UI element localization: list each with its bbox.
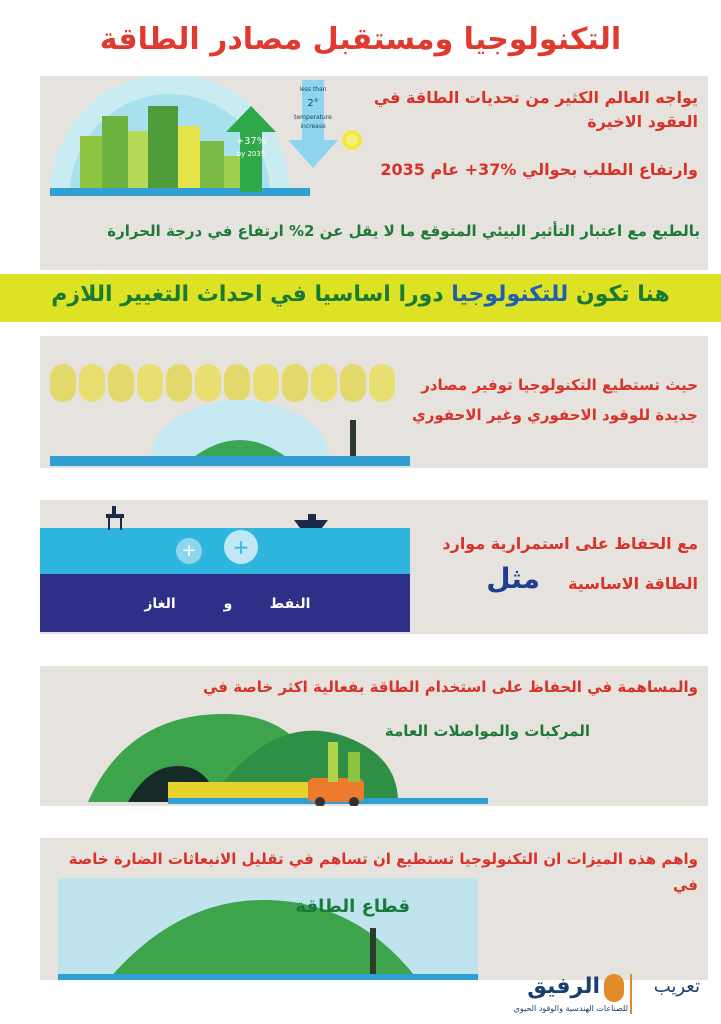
banner-prefix: هنا تكون: [575, 282, 670, 307]
banner-highlight: للتكنولوجيا: [451, 282, 569, 307]
demand-caption: by 2035: [236, 150, 266, 158]
footer: [480, 968, 720, 1024]
footer-divider: [630, 974, 632, 1014]
technology-banner: [0, 274, 721, 322]
demand-value: +37%: [235, 136, 267, 147]
battery-plus-icon: [311, 364, 337, 402]
efficiency-text: والمساهمة في الحفاظ على استخدام الطاقة بفعالية اكثر خاصة في: [202, 678, 698, 696]
gas-label: الغاز: [144, 596, 176, 612]
brand-name: الرفيق: [527, 974, 600, 999]
leaf-icon: [166, 364, 192, 402]
water-drop-icon: [282, 364, 308, 402]
banner-text: [0, 282, 721, 307]
flame-logo-icon: [604, 974, 624, 1002]
section-emissions: [40, 838, 708, 980]
atom-icon: [50, 364, 76, 402]
section-new-sources: [40, 336, 708, 468]
island-illustration: [50, 400, 410, 466]
new-sources-text: حيث تستطيع التكنولوجيا توفير مصادر جديدة للوقود الاحفوري وغير الاحفوري: [411, 376, 698, 424]
drop-plus-icon: [108, 364, 134, 402]
mithl-word: مثل: [486, 562, 540, 595]
translated-label: تعريب: [653, 976, 700, 997]
ship-icon: [294, 512, 328, 528]
section-energy-challenges: [40, 76, 708, 270]
challenges-text: يواجه العالم الكثير من تحديات الطاقة في العقود الاخيرة: [373, 88, 698, 131]
solar-panel-icon: [137, 364, 163, 402]
emissions-text: واهم هذه الميزات ان التكنولوجيا تستطيع ان تساهم في تقليل الانبعاثات الضارة خاصة في: [68, 850, 698, 894]
sun-icon: [340, 128, 364, 152]
oil-rig-icon: [102, 506, 128, 530]
gas-plus-bubble: +: [224, 530, 258, 564]
code-braces-icon: [224, 364, 250, 402]
demand-text: وارتفاع الطلب بحوالي %37+ عام 2035: [380, 160, 698, 179]
gear-icon: [79, 364, 105, 402]
wind-turbine-icon: [195, 364, 221, 402]
brand-subtitle: للصناعات الهندسية والوقود الحيوي: [513, 1004, 628, 1013]
banner-suffix: دورا اساسيا في احداث التغيير اللازم: [51, 282, 444, 307]
page-title: التكنولوجيا ومستقبل مصادر الطاقة: [99, 22, 622, 57]
temp-value: 2°: [307, 98, 319, 109]
demand-up-arrow: [226, 106, 276, 192]
transport-text: المركبات والمواصلات العامة: [384, 722, 590, 740]
section-efficiency: [40, 666, 708, 806]
drop-plus-bubble: +: [176, 538, 202, 564]
continuity-text: مع الحفاظ على استمرارية موارد الطاقة الاساسية: [442, 534, 698, 593]
tunnel-illustration: [68, 702, 488, 806]
temp-line4: increase: [300, 123, 326, 130]
and-label: و: [223, 596, 233, 612]
temp-line1: less than: [299, 86, 327, 93]
section-oil-gas: [40, 500, 708, 634]
factory-icon: [340, 364, 366, 402]
fuel-pump-icon: [253, 364, 279, 402]
temp-line3: temperature: [294, 114, 332, 121]
energy-sector-label: قطاع الطاقة: [295, 896, 410, 917]
oil-label: النفط: [269, 596, 311, 612]
temperature-text: بالطبع مع اعتبار التأثير البيئي المتوقع ما لا يقل عن 2% ارتفاع في درجة الحرارة: [107, 222, 700, 240]
